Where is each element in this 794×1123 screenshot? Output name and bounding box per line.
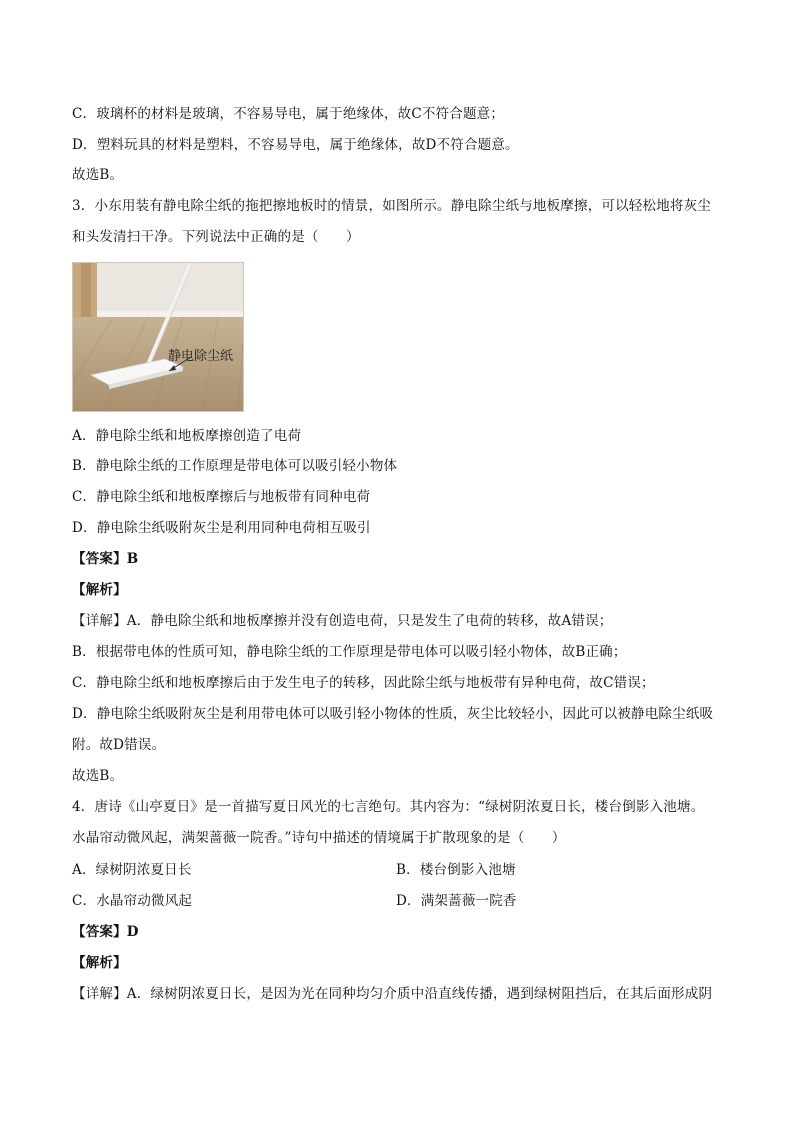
question-3-detail-line-5: 附。故D错误。 [72,737,166,753]
question-3-answer: 【答案】B [72,551,139,567]
question-4-detail-line-1: 【详解】A．绿树阴浓夏日长，是因为光在同种均匀介质中沿直线传播，遇到绿树阻挡后，在其后面形成阴 [72,986,713,1002]
question-4-option-a: A．绿树阴浓夏日长 [72,862,192,878]
question-3-stem-line-2: 和头发清扫干净。下列说法中正确的是（ ） [72,229,360,245]
question-4-answer: 【答案】D [72,924,139,940]
question-3-analysis-heading: 【解析】 [72,582,127,598]
question-3-option-b: B．静电除尘纸的工作原理是带电体可以吸引轻小物体 [72,458,398,474]
option-c-explanation: C．玻璃杯的材料是玻璃，不容易导电，属于绝缘体，故C不符合题意； [72,106,505,122]
question-3-stem-line-1: 3．小东用装有静电除尘纸的拖把擦地板时的情景，如图所示。静电除尘纸与地板摩擦，可以轻松地将灰尘 [72,198,711,214]
question-4-option-d: D．满架蔷薇一院香 [396,893,517,909]
question-3-option-d: D．静电除尘纸吸附灰尘是利用同种电荷相互吸引 [72,520,371,536]
mop-figure [72,262,244,412]
question-3-detail-line-3: C．静电除尘纸和地板摩擦后由于发生电子的转移，因此除尘纸与地板带有异种电荷，故C错误； [72,675,655,691]
question-3-detail-line-1: 【详解】A．静电除尘纸和地板摩擦并没有创造电荷，只是发生了电荷的转移，故A错误； [72,613,613,629]
question-3-detail-line-2: B．根据带电体的性质可知，静电除尘纸的工作原理是带电体可以吸引轻小物体，故B正确； [72,644,627,660]
question-3-detail-line-4: D．静电除尘纸吸附灰尘是利用带电体可以吸引轻小物体的性质，灰尘比较轻小，因此可以被静电除尘纸吸 [72,706,714,722]
question-4-stem-line-2: 水晶帘动微风起，满架蔷薇一院香。”诗句中描述的情境属于扩散现象的是（ ） [72,830,566,846]
choose-line: 故选B。 [72,167,124,183]
question-4-stem-line-1: 4．唐诗《山亭夏日》是一首描写夏日风光的七言绝句。其内容为：“绿树阴浓夏日长，楼台倒影入池塘。 [72,799,705,815]
question-3-choose: 故选B。 [72,768,124,784]
option-d-explanation: D．塑料玩具的材料是塑料，不容易导电，属于绝缘体，故D不符合题意。 [72,137,519,153]
question-3-option-a: A．静电除尘纸和地板摩擦创造了电荷 [72,428,302,444]
question-4-analysis-heading: 【解析】 [72,955,127,971]
figure-label: 静电除尘纸 [168,349,234,364]
mop-illustration [73,263,243,411]
question-4-option-b: B．楼台倒影入池塘 [396,862,516,878]
question-3-option-c: C．静电除尘纸和地板摩擦后与地板带有同种电荷 [72,489,371,505]
question-4-option-c: C．水晶帘动微风起 [72,893,193,909]
